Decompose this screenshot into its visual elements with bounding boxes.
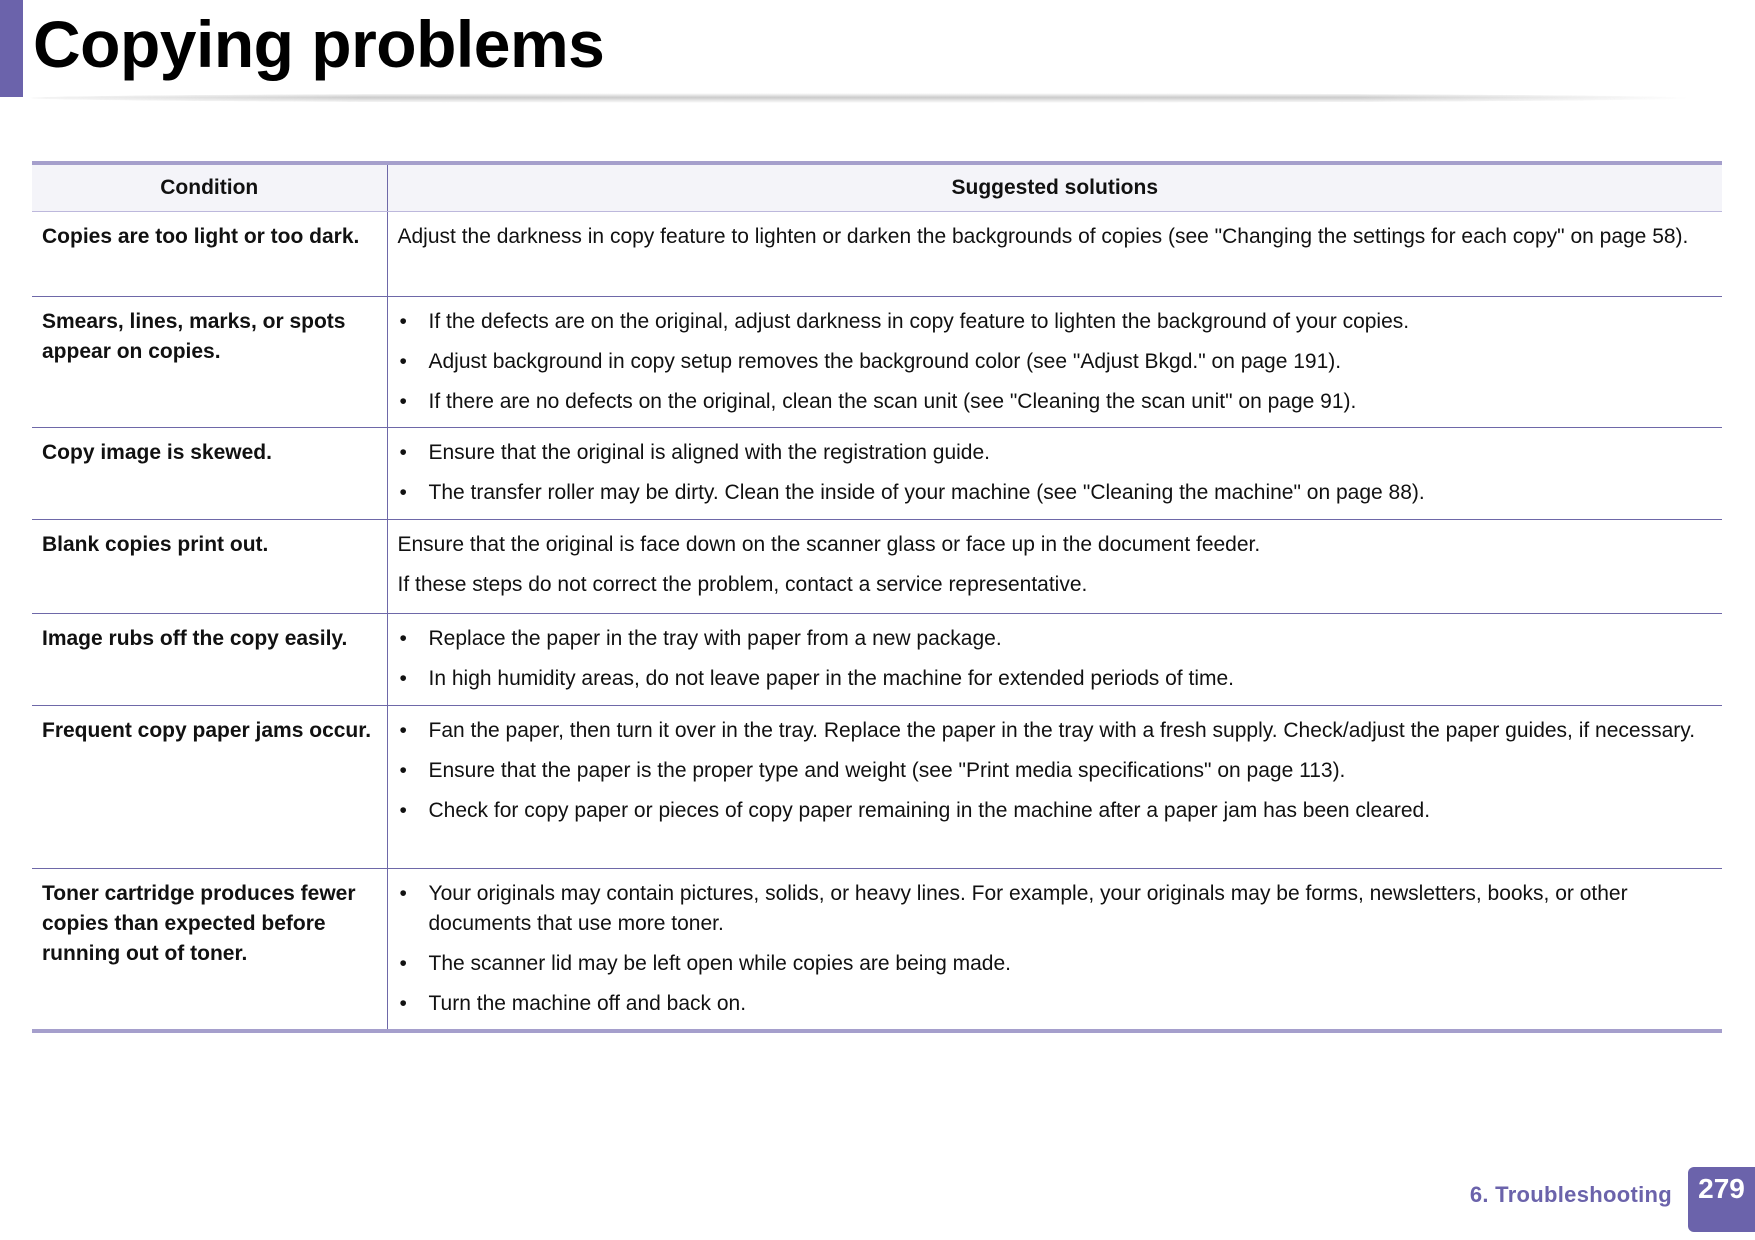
footer-section-label: 6. Troubleshooting bbox=[1469, 1182, 1672, 1207]
bullet-text: Adjust background in copy setup removes the background color (see "Adjust Bkgd." on page 191). bbox=[428, 350, 1342, 373]
page-title: Copying problems bbox=[33, 7, 605, 81]
bullet-icon: • bbox=[399, 799, 407, 822]
title-underline-shadow bbox=[30, 93, 1690, 103]
solution-bullet bbox=[398, 664, 1713, 694]
solution-bullet-list bbox=[398, 716, 1713, 826]
solution-paragraph: If these steps do not correct the problem, contact a service representative. bbox=[397, 573, 1088, 596]
solution-bullet bbox=[398, 387, 1713, 417]
solution-paragraph: Ensure that the original is face down on the scanner glass or face up in the document feeder. bbox=[397, 533, 1261, 556]
condition-cell: Frequent copy paper jams occur. bbox=[32, 706, 387, 869]
bullet-text: Check for copy paper or pieces of copy paper remaining in the machine after a paper jam has been cleared. bbox=[428, 799, 1431, 822]
bullet-icon: • bbox=[399, 952, 407, 975]
bullet-icon: • bbox=[399, 310, 407, 333]
solution-cell bbox=[387, 297, 1722, 428]
solution-bullet bbox=[398, 989, 1713, 1019]
bullet-icon: • bbox=[399, 667, 407, 690]
column-header-solutions: Suggested solutions bbox=[387, 163, 1722, 212]
solution-bullet bbox=[398, 307, 1713, 337]
bullet-text: Your originals may contain pictures, solids, or heavy lines. For example, your originals may be forms, newsletters, books, or other documents that use more toner. bbox=[428, 882, 1628, 935]
condition-cell: Copies are too light or too dark. bbox=[32, 212, 387, 297]
bullet-text: The transfer roller may be dirty. Clean the inside of your machine (see "Cleaning the machine" on page 88). bbox=[428, 481, 1425, 504]
page-number-badge: 279 bbox=[1688, 1167, 1755, 1232]
solution-bullet bbox=[398, 756, 1713, 786]
solution-bullet bbox=[398, 347, 1713, 377]
solution-bullet-list bbox=[398, 438, 1713, 508]
bullet-text: Ensure that the paper is the proper type and weight (see "Print media specifications" on page 113). bbox=[428, 759, 1346, 782]
column-header-condition: Condition bbox=[32, 163, 387, 212]
bullet-icon: • bbox=[399, 719, 407, 742]
solution-cell bbox=[387, 614, 1722, 706]
solution-bullet-list bbox=[398, 307, 1713, 417]
bullet-icon: • bbox=[399, 390, 407, 413]
solution-cell bbox=[387, 212, 1722, 297]
solution-paragraph: Adjust the darkness in copy feature to lighten or darken the backgrounds of copies (see "Changing the settings for each copy" on page 58). bbox=[397, 225, 1689, 248]
table-row bbox=[32, 614, 1722, 706]
table-row bbox=[32, 297, 1722, 428]
bullet-text: If the defects are on the original, adjust darkness in copy feature to lighten the background of your copies. bbox=[428, 310, 1410, 333]
troubleshooting-table bbox=[32, 161, 1722, 1033]
title-accent-bar bbox=[0, 0, 23, 97]
condition-cell: Toner cartridge produces fewer copies than expected before running out of toner. bbox=[32, 869, 387, 1032]
bullet-text: Replace the paper in the tray with paper from a new package. bbox=[428, 627, 1002, 650]
solution-bullet bbox=[398, 438, 1713, 468]
bullet-icon: • bbox=[399, 441, 407, 464]
solution-cell bbox=[387, 428, 1722, 520]
bullet-text: Turn the machine off and back on. bbox=[428, 992, 747, 1015]
solution-bullet bbox=[398, 949, 1713, 979]
table-row bbox=[32, 428, 1722, 520]
solution-cell bbox=[387, 706, 1722, 869]
condition-cell: Image rubs off the copy easily. bbox=[32, 614, 387, 706]
solution-cell bbox=[387, 869, 1722, 1032]
bullet-text: Fan the paper, then turn it over in the tray. Replace the paper in the tray with a fresh supply. Check/adjust the paper guides, if necessary. bbox=[428, 719, 1696, 742]
solution-bullet-list bbox=[398, 879, 1713, 1019]
bullet-text: If there are no defects on the original, clean the scan unit (see "Cleaning the scan unit" on page 91). bbox=[428, 390, 1357, 413]
solution-bullet bbox=[398, 796, 1713, 826]
table-row bbox=[32, 706, 1722, 869]
solution-bullet bbox=[398, 624, 1713, 654]
bullet-icon: • bbox=[399, 627, 407, 650]
bullet-icon: • bbox=[399, 992, 407, 1015]
table-row bbox=[32, 212, 1722, 297]
bullet-icon: • bbox=[399, 759, 407, 782]
bullet-icon: • bbox=[399, 882, 407, 905]
bullet-icon: • bbox=[399, 481, 407, 504]
bullet-text: The scanner lid may be left open while copies are being made. bbox=[428, 952, 1012, 975]
condition-cell: Blank copies print out. bbox=[32, 520, 387, 614]
table-header-row bbox=[32, 163, 1722, 212]
solution-bullet-list bbox=[398, 624, 1713, 694]
solution-bullet bbox=[398, 879, 1713, 939]
condition-cell: Copy image is skewed. bbox=[32, 428, 387, 520]
solution-cell bbox=[387, 520, 1722, 614]
table-row bbox=[32, 869, 1722, 1032]
bullet-icon: • bbox=[399, 350, 407, 373]
condition-cell: Smears, lines, marks, or spots appear on copies. bbox=[32, 297, 387, 428]
solution-bullet bbox=[398, 716, 1713, 746]
table-row bbox=[32, 520, 1722, 614]
bullet-text: In high humidity areas, do not leave paper in the machine for extended periods of time. bbox=[428, 667, 1234, 690]
bullet-text: Ensure that the original is aligned with the registration guide. bbox=[428, 441, 991, 464]
solution-bullet bbox=[398, 478, 1713, 508]
